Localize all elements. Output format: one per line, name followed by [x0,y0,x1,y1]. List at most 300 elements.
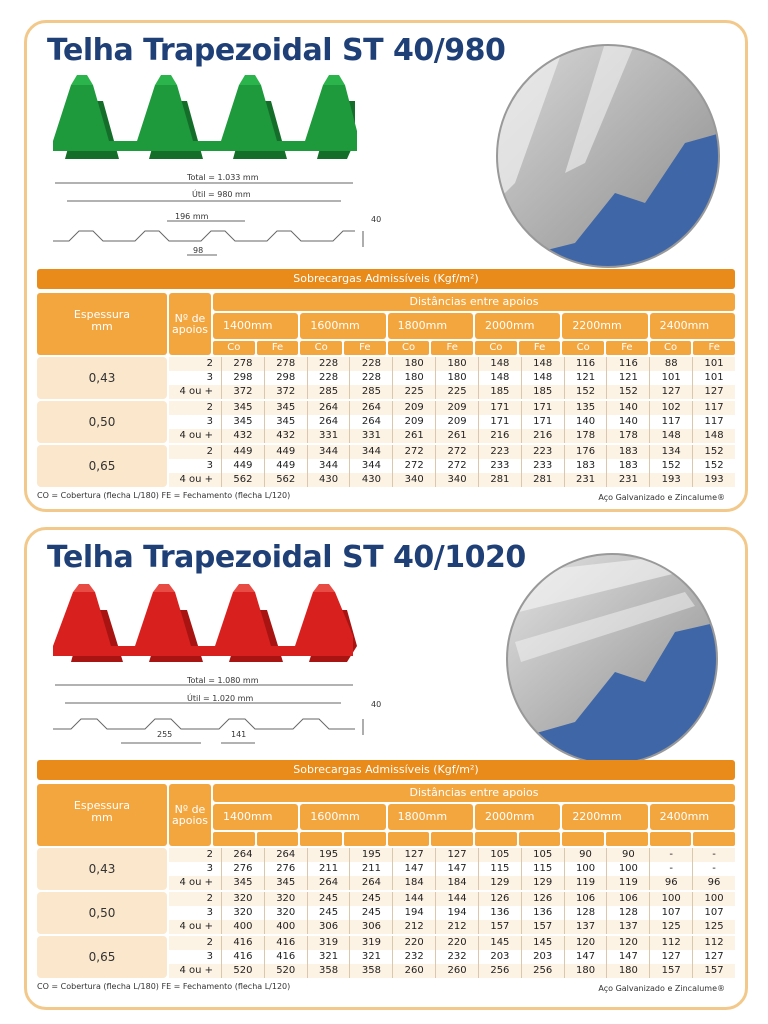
table-row [169,429,735,443]
load-value-cell: 136 [478,906,521,920]
load-value-cell: 245 [349,906,392,920]
load-value-cell: 260 [392,964,435,978]
sheet-illustration-red [47,580,357,670]
cofe-header: Co [213,341,255,355]
load-value-cell: 281 [521,473,564,487]
cofe-header [606,832,648,846]
load-value-cell: 344 [349,459,392,473]
load-value-cell: 90 [606,848,649,862]
supports-cell: 3 [206,416,213,427]
product-photo [495,43,721,269]
load-value-cell: 193 [692,473,735,487]
load-value-cell: 127 [692,950,735,964]
load-value-cell: 171 [521,415,564,429]
load-value-cell: 88 [649,357,692,371]
span-header: 2200mm [562,313,647,339]
supports-cell: 3 [206,951,213,962]
table-row [169,473,735,487]
span-header: 1800mm [388,313,473,339]
supports-cell: 4 ou + [179,921,213,932]
load-value-cell: - [692,848,735,862]
load-value-cell: 264 [307,415,350,429]
cofe-header [431,832,473,846]
product-card-st40-980 [24,20,748,512]
cofe-header [257,832,299,846]
load-value-cell: 128 [606,906,649,920]
load-value-cell: 231 [606,473,649,487]
load-value-cell: 264 [349,401,392,415]
load-value-cell: 129 [478,876,521,890]
dim-h: 40 [371,215,382,224]
supports-cell: 2 [206,446,213,457]
load-value-cell: 180 [564,964,607,978]
load-value-cell: 331 [307,429,350,443]
load-value-cell: 145 [521,936,564,950]
load-value-cell: 178 [564,429,607,443]
load-value-cell: 152 [564,385,607,399]
load-value-cell: 298 [264,371,307,385]
load-value-cell: 264 [264,848,307,862]
table-row [169,936,735,950]
load-value-cell: 345 [221,415,264,429]
load-value-cell: 185 [478,385,521,399]
supports-cell: 4 ou + [179,877,213,888]
load-value-cell: 203 [478,950,521,964]
cofe-header [388,832,430,846]
load-value-cell: 125 [692,920,735,934]
thickness-group [37,848,735,890]
load-value-cell: 140 [606,401,649,415]
supports-cell: 2 [206,358,213,369]
load-value-cell: - [649,848,692,862]
load-value-cell: 264 [307,401,350,415]
product-title: Telha Trapezoidal ST 40/1020 [47,540,526,575]
load-value-cell: 372 [221,385,264,399]
supports-cell: 4 ou + [179,430,213,441]
table-row [169,906,735,920]
load-value-cell: 211 [307,862,350,876]
table-header: Sobrecargas Admissíveis (Kgf/m²) [37,269,735,289]
load-value-cell: 320 [221,906,264,920]
load-value-cell: 180 [435,357,478,371]
load-value-cell: 147 [435,862,478,876]
cofe-header: Co [475,341,517,355]
span-header: 1400mm [213,804,298,830]
material-note: Aço Galvanizado e Zincalume® [598,984,725,993]
load-value-cell: 211 [349,862,392,876]
thickness-group [37,936,735,978]
load-value-cell: 264 [349,876,392,890]
load-value-cell: 340 [435,473,478,487]
load-value-cell: 183 [606,445,649,459]
load-value-cell: 430 [349,473,392,487]
load-value-cell: 100 [649,892,692,906]
load-value-cell: 117 [649,415,692,429]
span-header: 2400mm [650,804,735,830]
span-header: 2400mm [650,313,735,339]
load-value-cell: 101 [692,357,735,371]
load-value-cell: 100 [606,862,649,876]
table-row [169,950,735,964]
load-value-cell: - [649,862,692,876]
load-value-cell: 180 [392,371,435,385]
span-header: 1800mm [388,804,473,830]
load-value-cell: 148 [478,357,521,371]
load-value-cell: 116 [564,357,607,371]
load-value-cell: 152 [692,459,735,473]
thickness-cell: 0,65 [37,445,167,487]
cofe-header: Co [300,341,342,355]
load-value-cell: 147 [606,950,649,964]
footnote: CO = Cobertura (flecha L/180) FE = Fechamento (flecha L/120) [37,491,291,500]
load-value-cell: 120 [606,936,649,950]
load-value-cell: 272 [435,445,478,459]
profile-drawing [41,675,381,755]
load-value-cell: 127 [649,385,692,399]
load-value-cell: 157 [649,964,692,978]
load-value-cell: 212 [392,920,435,934]
load-value-cell: 278 [264,357,307,371]
load-value-cell: 140 [606,415,649,429]
load-value-cell: 183 [606,459,649,473]
cofe-header: Fe [257,341,299,355]
load-value-cell: 245 [307,906,350,920]
cofe-header [693,832,735,846]
load-value-cell: 416 [221,950,264,964]
supports-cell: 4 ou + [179,386,213,397]
load-value-cell: 193 [649,473,692,487]
span-header: 2000mm [475,804,560,830]
table-row [169,415,735,429]
load-value-cell: 449 [264,459,307,473]
load-value-cell: 183 [564,459,607,473]
cofe-header [650,832,692,846]
load-value-cell: 148 [649,429,692,443]
load-value-cell: 112 [692,936,735,950]
load-value-cell: 223 [521,445,564,459]
supports-cell: 3 [206,907,213,918]
cofe-header [562,832,604,846]
load-value-cell: 203 [521,950,564,964]
load-value-cell: 135 [564,401,607,415]
load-value-cell: 180 [435,371,478,385]
span-header: 1600mm [300,313,385,339]
load-value-cell: 152 [649,459,692,473]
load-value-cell: 372 [264,385,307,399]
cofe-header: Fe [606,341,648,355]
supports-cell: 2 [206,849,213,860]
cofe-header: Co [388,341,430,355]
dim-util: Útil = 980 mm [192,190,251,199]
table-row [169,385,735,399]
thickness-cell: 0,50 [37,892,167,934]
cofe-header [519,832,561,846]
load-value-cell: 121 [606,371,649,385]
load-value-cell: 228 [307,371,350,385]
load-value-cell: 105 [521,848,564,862]
load-value-cell: 228 [349,371,392,385]
distance-header: Distâncias entre apoios [213,293,735,311]
load-value-cell: 140 [564,415,607,429]
thickness-header: Espessura mm [37,784,167,846]
load-value-cell: 321 [307,950,350,964]
supports-cell: 4 ou + [179,965,213,976]
load-value-cell: 232 [392,950,435,964]
load-value-cell: 272 [392,459,435,473]
load-value-cell: 212 [435,920,478,934]
load-value-cell: 148 [521,371,564,385]
span-header: 1400mm [213,313,298,339]
load-value-cell: 101 [692,371,735,385]
dim-b: 141 [231,730,247,739]
load-value-cell: 195 [307,848,350,862]
load-value-cell: 340 [392,473,435,487]
cofe-header: Fe [344,341,386,355]
table-row [169,862,735,876]
load-value-cell: 220 [392,936,435,950]
load-value-cell: 209 [435,415,478,429]
load-value-cell: 320 [264,892,307,906]
load-value-cell: 137 [564,920,607,934]
footnote: CO = Cobertura (flecha L/180) FE = Fechamento (flecha L/120) [37,982,291,991]
thickness-cell: 0,50 [37,401,167,443]
load-value-cell: 176 [564,445,607,459]
load-value-cell: 157 [692,964,735,978]
load-value-cell: 430 [307,473,350,487]
thickness-group [37,445,735,487]
load-value-cell: 319 [349,936,392,950]
load-value-cell: 126 [521,892,564,906]
load-value-cell: 134 [649,445,692,459]
table-row [169,876,735,890]
load-value-cell: 449 [221,459,264,473]
load-value-cell: 209 [392,415,435,429]
load-value-cell: 261 [392,429,435,443]
load-value-cell: 107 [692,906,735,920]
cofe-header-row [213,341,735,355]
load-value-cell: 520 [221,964,264,978]
load-value-cell: 320 [221,892,264,906]
span-header: 1600mm [300,804,385,830]
dim-a: 196 mm [175,212,209,221]
load-value-cell: 306 [349,920,392,934]
cofe-header [213,832,255,846]
load-value-cell: 233 [478,459,521,473]
load-value-cell: 180 [606,964,649,978]
load-value-cell: 264 [307,876,350,890]
load-value-cell: 171 [521,401,564,415]
load-value-cell: 228 [307,357,350,371]
load-value-cell: 358 [349,964,392,978]
load-value-cell: 345 [221,876,264,890]
cofe-header: Fe [431,341,473,355]
load-value-cell: 147 [564,950,607,964]
load-value-cell: 107 [649,906,692,920]
product-card-st40-1020 [24,527,748,1010]
span-header-row [213,804,735,830]
load-value-cell: 102 [649,401,692,415]
load-value-cell: 184 [435,876,478,890]
supports-cell: 2 [206,893,213,904]
cofe-header: Fe [519,341,561,355]
load-value-cell: 228 [349,357,392,371]
span-header-row [213,313,735,339]
load-value-cell: 449 [221,445,264,459]
load-value-cell: 432 [264,429,307,443]
load-value-cell: 260 [435,964,478,978]
table-row [169,371,735,385]
supports-cell: 2 [206,937,213,948]
load-value-cell: 306 [307,920,350,934]
thickness-cell: 0,43 [37,357,167,399]
load-value-cell: 209 [392,401,435,415]
table-row [169,357,735,371]
supports-cell: 3 [206,863,213,874]
supports-cell: 2 [206,402,213,413]
load-value-cell: 416 [221,936,264,950]
load-value-cell: - [692,862,735,876]
load-value-cell: 101 [649,371,692,385]
load-value-cell: 345 [264,401,307,415]
load-value-cell: 120 [564,936,607,950]
load-value-cell: 127 [435,848,478,862]
cofe-header [300,832,342,846]
table-row [169,920,735,934]
thickness-group [37,892,735,934]
supports-header: Nº de apoios [169,293,211,355]
load-value-cell: 128 [564,906,607,920]
dim-b: 98 [193,246,204,255]
load-value-cell: 344 [307,459,350,473]
load-value-cell: 117 [692,401,735,415]
load-value-cell: 416 [264,936,307,950]
load-value-cell: 119 [606,876,649,890]
load-value-cell: 90 [564,848,607,862]
load-value-cell: 157 [521,920,564,934]
table-row [169,459,735,473]
dim-util: Útil = 1.020 mm [187,694,254,703]
load-value-cell: 432 [221,429,264,443]
load-value-cell: 115 [521,862,564,876]
load-value-cell: 216 [521,429,564,443]
load-value-cell: 245 [307,892,350,906]
load-value-cell: 125 [649,920,692,934]
load-value-cell: 185 [521,385,564,399]
load-value-cell: 345 [264,415,307,429]
thickness-header: Espessura mm [37,293,167,355]
load-value-cell: 106 [564,892,607,906]
load-value-cell: 148 [478,371,521,385]
load-value-cell: 261 [435,429,478,443]
thickness-group [37,357,735,399]
span-header: 2200mm [562,804,647,830]
load-value-cell: 136 [521,906,564,920]
cofe-header-row [213,832,735,846]
load-value-cell: 520 [264,964,307,978]
load-value-cell: 112 [649,936,692,950]
load-value-cell: 96 [649,876,692,890]
cofe-header: Co [650,341,692,355]
load-value-cell: 225 [435,385,478,399]
dim-a: 255 [157,730,173,739]
load-value-cell: 171 [478,401,521,415]
load-value-cell: 100 [692,892,735,906]
load-value-cell: 225 [392,385,435,399]
dim-h: 40 [371,700,382,709]
cofe-header [475,832,517,846]
load-value-cell: 276 [221,862,264,876]
thickness-cell: 0,65 [37,936,167,978]
load-value-cell: 148 [692,429,735,443]
load-value-cell: 276 [264,862,307,876]
load-value-cell: 331 [349,429,392,443]
load-value-cell: 278 [221,357,264,371]
load-value-cell: 449 [264,445,307,459]
load-value-cell: 344 [349,445,392,459]
load-value-cell: 180 [392,357,435,371]
load-value-cell: 127 [392,848,435,862]
load-value-cell: 562 [264,473,307,487]
product-photo [505,552,719,766]
load-value-cell: 117 [692,415,735,429]
distance-header: Distâncias entre apoios [213,784,735,802]
dim-total: Total = 1.033 mm [187,173,259,182]
load-value-cell: 129 [521,876,564,890]
load-value-cell: 115 [478,862,521,876]
table-row [169,892,735,906]
load-value-cell: 157 [478,920,521,934]
load-value-cell: 152 [692,445,735,459]
table-row [169,401,735,415]
load-value-cell: 184 [392,876,435,890]
load-value-cell: 245 [349,892,392,906]
span-header: 2000mm [475,313,560,339]
load-value-cell: 358 [307,964,350,978]
load-value-cell: 194 [392,906,435,920]
load-value-cell: 100 [564,862,607,876]
load-value-cell: 281 [478,473,521,487]
load-value-cell: 400 [264,920,307,934]
load-value-cell: 209 [435,401,478,415]
profile-drawing [41,171,381,271]
cofe-header [344,832,386,846]
load-value-cell: 233 [521,459,564,473]
load-value-cell: 127 [692,385,735,399]
load-value-cell: 119 [564,876,607,890]
sheet-illustration-green [47,71,357,166]
load-value-cell: 127 [649,950,692,964]
table-row [169,848,735,862]
load-value-cell: 256 [521,964,564,978]
load-value-cell: 144 [392,892,435,906]
load-value-cell: 400 [221,920,264,934]
load-value-cell: 223 [478,445,521,459]
load-value-cell: 562 [221,473,264,487]
load-value-cell: 272 [435,459,478,473]
load-value-cell: 152 [606,385,649,399]
load-value-cell: 264 [221,848,264,862]
load-value-cell: 264 [349,415,392,429]
load-value-cell: 137 [606,920,649,934]
load-value-cell: 272 [392,445,435,459]
product-title: Telha Trapezoidal ST 40/980 [47,33,506,68]
load-value-cell: 319 [307,936,350,950]
load-value-cell: 216 [478,429,521,443]
load-value-cell: 285 [307,385,350,399]
load-value-cell: 148 [521,357,564,371]
load-value-cell: 116 [606,357,649,371]
load-value-cell: 416 [264,950,307,964]
